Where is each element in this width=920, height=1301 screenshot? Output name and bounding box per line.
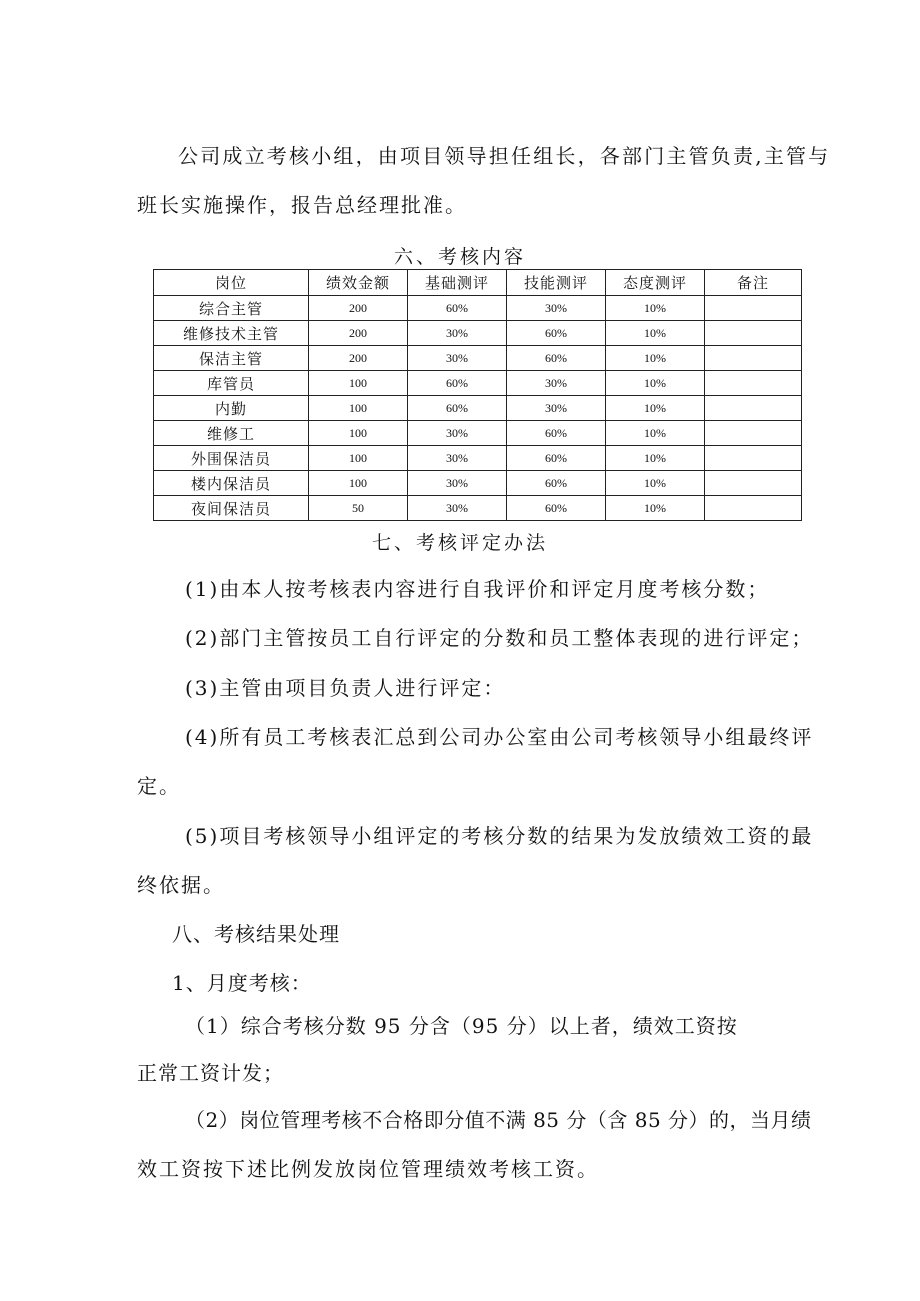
cell-basic: 60% bbox=[408, 296, 507, 321]
table-row bbox=[154, 446, 802, 471]
cell-basic: 60% bbox=[408, 371, 507, 396]
rule-2-line-2: 效工资按下述比例发放岗位管理绩效考核工资。 bbox=[137, 1157, 599, 1181]
table-row bbox=[154, 496, 802, 521]
cell-attitude: 10% bbox=[606, 321, 705, 346]
cell-basic: 60% bbox=[408, 396, 507, 421]
header-basic: 基础测评 bbox=[408, 270, 507, 296]
cell-position: 内勤 bbox=[154, 396, 309, 421]
cell-position: 库管员 bbox=[154, 371, 309, 396]
cell-position: 保洁主管 bbox=[154, 346, 309, 371]
section-6-title: 六、考核内容 bbox=[393, 246, 526, 268]
cell-skill: 60% bbox=[507, 471, 606, 496]
cell-basic: 30% bbox=[408, 446, 507, 471]
cell-amount: 200 bbox=[309, 321, 408, 346]
table-row bbox=[154, 296, 802, 321]
cell-amount: 100 bbox=[309, 471, 408, 496]
section-7-item-1: (1)由本人按考核表内容进行自我评价和评定月度考核分数； bbox=[185, 577, 770, 601]
intro-line-1: 公司成立考核小组，由项目领导担任组长，各部门主管负责,主管与 bbox=[178, 144, 831, 168]
section-7-item-4-line-1: (4)所有员工考核表汇总到公司办公室由公司考核领导小组最终评 bbox=[185, 725, 814, 749]
section-8-title: 八、考核结果处理 bbox=[172, 922, 340, 946]
cell-basic: 30% bbox=[408, 496, 507, 521]
rule-1-line-2: 正常工资计发； bbox=[137, 1061, 284, 1085]
cell-position: 夜间保洁员 bbox=[154, 496, 309, 521]
cell-remark bbox=[705, 446, 802, 471]
cell-attitude: 10% bbox=[606, 371, 705, 396]
cell-remark bbox=[705, 471, 802, 496]
cell-skill: 30% bbox=[507, 396, 606, 421]
cell-remark bbox=[705, 321, 802, 346]
cell-amount: 50 bbox=[309, 496, 408, 521]
assessment-table bbox=[153, 269, 802, 521]
cell-basic: 30% bbox=[408, 346, 507, 371]
cell-remark bbox=[705, 496, 802, 521]
section-7-item-5-line-1: (5)项目考核领导小组评定的考核分数的结果为发放绩效工资的最 bbox=[185, 824, 814, 848]
cell-remark bbox=[705, 371, 802, 396]
cell-skill: 60% bbox=[507, 421, 606, 446]
table-row bbox=[154, 321, 802, 346]
cell-amount: 200 bbox=[309, 296, 408, 321]
cell-basic: 30% bbox=[408, 421, 507, 446]
section-7-title: 七、考核评定办法 bbox=[371, 532, 548, 554]
intro-line-2: 班长实施操作，报告总经理批准。 bbox=[137, 193, 467, 217]
cell-amount: 100 bbox=[309, 371, 408, 396]
cell-attitude: 10% bbox=[606, 471, 705, 496]
table-row bbox=[154, 471, 802, 496]
cell-remark bbox=[705, 296, 802, 321]
cell-attitude: 10% bbox=[606, 346, 705, 371]
section-7-item-3: (3)主管由项目负责人进行评定： bbox=[185, 676, 506, 700]
section-7-item-5-line-2: 终依据。 bbox=[137, 873, 225, 897]
monthly-assessment-heading: 1、月度考核： bbox=[172, 971, 312, 995]
cell-attitude: 10% bbox=[606, 296, 705, 321]
cell-attitude: 10% bbox=[606, 421, 705, 446]
header-remark: 备注 bbox=[705, 270, 802, 296]
cell-skill: 60% bbox=[507, 321, 606, 346]
cell-basic: 30% bbox=[408, 321, 507, 346]
cell-remark bbox=[705, 346, 802, 371]
header-attitude: 态度测评 bbox=[606, 270, 705, 296]
cell-amount: 200 bbox=[309, 346, 408, 371]
cell-position: 外围保洁员 bbox=[154, 446, 309, 471]
cell-attitude: 10% bbox=[606, 496, 705, 521]
table-row bbox=[154, 371, 802, 396]
section-7-item-4-line-2: 定。 bbox=[137, 774, 181, 798]
table-header-row bbox=[154, 270, 802, 296]
cell-remark bbox=[705, 396, 802, 421]
cell-position: 维修工 bbox=[154, 421, 309, 446]
cell-amount: 100 bbox=[309, 396, 408, 421]
rule-2-line-1: （2）岗位管理考核不合格即分值不满 85 分（含 85 分）的，当月绩 bbox=[185, 1108, 812, 1132]
section-7-item-2: (2)部门主管按员工自行评定的分数和员工整体表现的进行评定； bbox=[185, 626, 814, 650]
table-row bbox=[154, 346, 802, 371]
cell-attitude: 10% bbox=[606, 396, 705, 421]
cell-skill: 60% bbox=[507, 346, 606, 371]
header-skill: 技能测评 bbox=[507, 270, 606, 296]
table-row bbox=[154, 421, 802, 446]
cell-skill: 60% bbox=[507, 496, 606, 521]
cell-remark bbox=[705, 421, 802, 446]
cell-attitude: 10% bbox=[606, 446, 705, 471]
cell-position: 综合主管 bbox=[154, 296, 309, 321]
cell-skill: 30% bbox=[507, 371, 606, 396]
header-position: 岗位 bbox=[154, 270, 309, 296]
cell-amount: 100 bbox=[309, 446, 408, 471]
cell-position: 楼内保洁员 bbox=[154, 471, 309, 496]
rule-1-line-1: （1）综合考核分数 95 分含（95 分）以上者，绩效工资按 bbox=[185, 1014, 738, 1038]
header-amount: 绩效金额 bbox=[309, 270, 408, 296]
cell-skill: 60% bbox=[507, 446, 606, 471]
cell-amount: 100 bbox=[309, 421, 408, 446]
cell-position: 维修技术主管 bbox=[154, 321, 309, 346]
table-row bbox=[154, 396, 802, 421]
cell-basic: 30% bbox=[408, 471, 507, 496]
cell-skill: 30% bbox=[507, 296, 606, 321]
